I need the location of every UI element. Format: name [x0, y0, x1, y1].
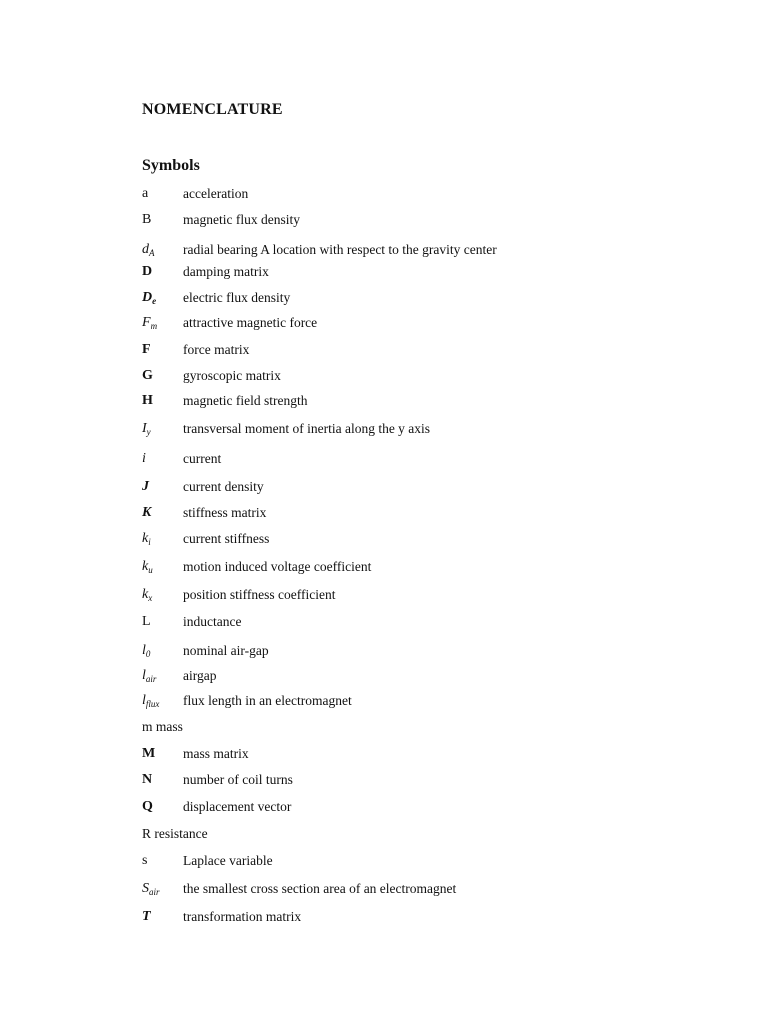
symbol-letter: B	[142, 212, 152, 227]
entry-description: current density	[183, 479, 264, 494]
entry-symbol	[142, 312, 182, 334]
entry-description: the smallest cross section area of an electromagnet	[183, 881, 457, 896]
entry-symbol	[142, 390, 182, 412]
entry-description: position stiffness coefficient	[183, 587, 336, 602]
symbol-entry	[142, 239, 662, 261]
symbol-entry	[142, 209, 662, 231]
section-heading: Symbols	[142, 157, 200, 174]
entry-description: mass matrix	[183, 746, 249, 761]
entry-symbol	[142, 209, 182, 231]
symbol-entry	[142, 850, 662, 872]
entry-description: current	[183, 451, 222, 466]
entry-symbol	[142, 665, 182, 687]
symbol-entry	[142, 312, 662, 334]
entry-description: force matrix	[183, 342, 250, 357]
symbol-letter: J	[142, 479, 149, 494]
symbol-entry	[142, 390, 662, 412]
symbol-letter: G	[142, 368, 153, 383]
symbol-subscript: air	[149, 887, 160, 897]
entry-description: magnetic flux density	[183, 212, 300, 227]
entry-symbol	[142, 796, 182, 818]
symbol-entry	[142, 448, 662, 470]
entry-symbol	[142, 906, 182, 928]
symbol-letter: S	[142, 881, 149, 896]
entry-description: number of coil turns	[183, 772, 293, 787]
symbol-entry	[142, 878, 662, 900]
entry-symbol	[142, 878, 182, 900]
symbol-entry	[142, 418, 662, 440]
symbol-letter: l	[142, 693, 146, 708]
entry-description: flux length in an electromagnet	[183, 693, 352, 708]
symbol-subscript: m	[150, 321, 158, 331]
symbol-letter: Q	[142, 799, 153, 814]
entry-symbol	[142, 261, 182, 283]
symbol-subscript: x	[148, 593, 153, 603]
symbol-letter: k	[142, 559, 149, 574]
entry-symbol	[142, 239, 182, 261]
entry-text: m mass	[142, 719, 183, 734]
entry-description: motion induced voltage coefficient	[183, 559, 372, 574]
symbol-entry	[142, 502, 662, 524]
symbol-letter: i	[142, 451, 146, 466]
entry-symbol	[142, 611, 182, 633]
symbol-letter: F	[142, 342, 151, 357]
entry-symbol	[142, 743, 182, 765]
symbol-entry	[142, 261, 662, 283]
entry-symbol	[142, 640, 182, 662]
entry-symbol	[142, 528, 182, 550]
symbol-letter: D	[142, 290, 153, 305]
entry-symbol	[142, 769, 182, 791]
entry-symbol	[142, 502, 182, 524]
symbol-letter: a	[142, 186, 149, 201]
entry-description: acceleration	[183, 186, 249, 201]
symbol-letter: D	[142, 264, 153, 279]
entry-symbol	[142, 287, 182, 309]
symbol-entry	[142, 339, 662, 361]
entry-symbol	[142, 339, 182, 361]
symbol-entry	[142, 584, 662, 606]
symbol-entry	[142, 665, 662, 687]
symbol-letter: F	[142, 315, 151, 330]
entry-symbol	[142, 850, 182, 872]
symbol-letter: I	[142, 421, 147, 436]
symbol-subscript: y	[146, 427, 151, 437]
symbol-entry	[142, 716, 662, 738]
entry-symbol	[142, 556, 182, 578]
entry-description: airgap	[183, 668, 217, 683]
symbol-letter: T	[142, 909, 151, 924]
symbol-subscript: A	[149, 248, 155, 258]
symbol-letter: M	[142, 746, 156, 761]
symbol-letter: k	[142, 587, 149, 602]
symbol-entry	[142, 183, 662, 205]
entry-description: damping matrix	[183, 264, 269, 279]
entry-description: current stiffness	[183, 531, 270, 546]
symbol-letter: l	[142, 668, 146, 683]
symbol-letter: k	[142, 531, 149, 546]
symbol-entry	[142, 906, 662, 928]
symbol-subscript: i	[148, 537, 151, 547]
entry-description: magnetic field strength	[183, 393, 308, 408]
entry-symbol	[142, 183, 182, 205]
entry-description: nominal air-gap	[183, 643, 269, 658]
symbol-entry	[142, 823, 662, 845]
symbol-entry	[142, 743, 662, 765]
symbol-letter: l	[142, 643, 146, 658]
symbol-entry	[142, 365, 662, 387]
symbol-letter: N	[142, 772, 153, 787]
entry-text: R resistance	[142, 826, 208, 841]
page-title: NOMENCLATURE	[142, 101, 283, 118]
entry-symbol	[142, 476, 182, 498]
symbol-entry	[142, 528, 662, 550]
symbol-entry	[142, 769, 662, 791]
entry-description: Laplace variable	[183, 853, 273, 868]
entry-symbol	[142, 690, 182, 712]
entry-symbol	[142, 584, 182, 606]
symbol-letter: d	[142, 242, 149, 257]
entry-description: transformation matrix	[183, 909, 302, 924]
symbol-entry	[142, 796, 662, 818]
symbol-entry	[142, 556, 662, 578]
symbol-entry	[142, 640, 662, 662]
entry-description: attractive magnetic force	[183, 315, 318, 330]
symbol-entry	[142, 611, 662, 633]
symbol-subscript: air	[145, 674, 157, 684]
entry-description: inductance	[183, 614, 242, 629]
symbol-entry	[142, 287, 662, 309]
entry-symbol	[142, 418, 182, 440]
symbol-subscript: u	[148, 565, 153, 575]
entry-description: displacement vector	[183, 799, 292, 814]
entry-description: gyroscopic matrix	[183, 368, 281, 383]
symbol-letter: K	[142, 505, 152, 520]
entry-description: radial bearing A location with respect to the gravity center	[183, 242, 497, 257]
symbol-letter: s	[142, 853, 148, 868]
symbol-entry	[142, 690, 662, 712]
symbol-letter: L	[142, 614, 151, 629]
symbol-letter: H	[142, 393, 153, 408]
entry-description: stiffness matrix	[183, 505, 267, 520]
symbol-subscript: 0	[145, 649, 151, 659]
symbol-entry	[142, 476, 662, 498]
entry-description: transversal moment of inertia along the y axis	[183, 421, 431, 436]
entry-symbol	[142, 448, 182, 470]
entry-description: electric flux density	[183, 290, 291, 305]
entry-symbol	[142, 365, 182, 387]
symbol-subscript: e	[152, 296, 157, 306]
symbol-subscript: flux	[145, 699, 160, 709]
